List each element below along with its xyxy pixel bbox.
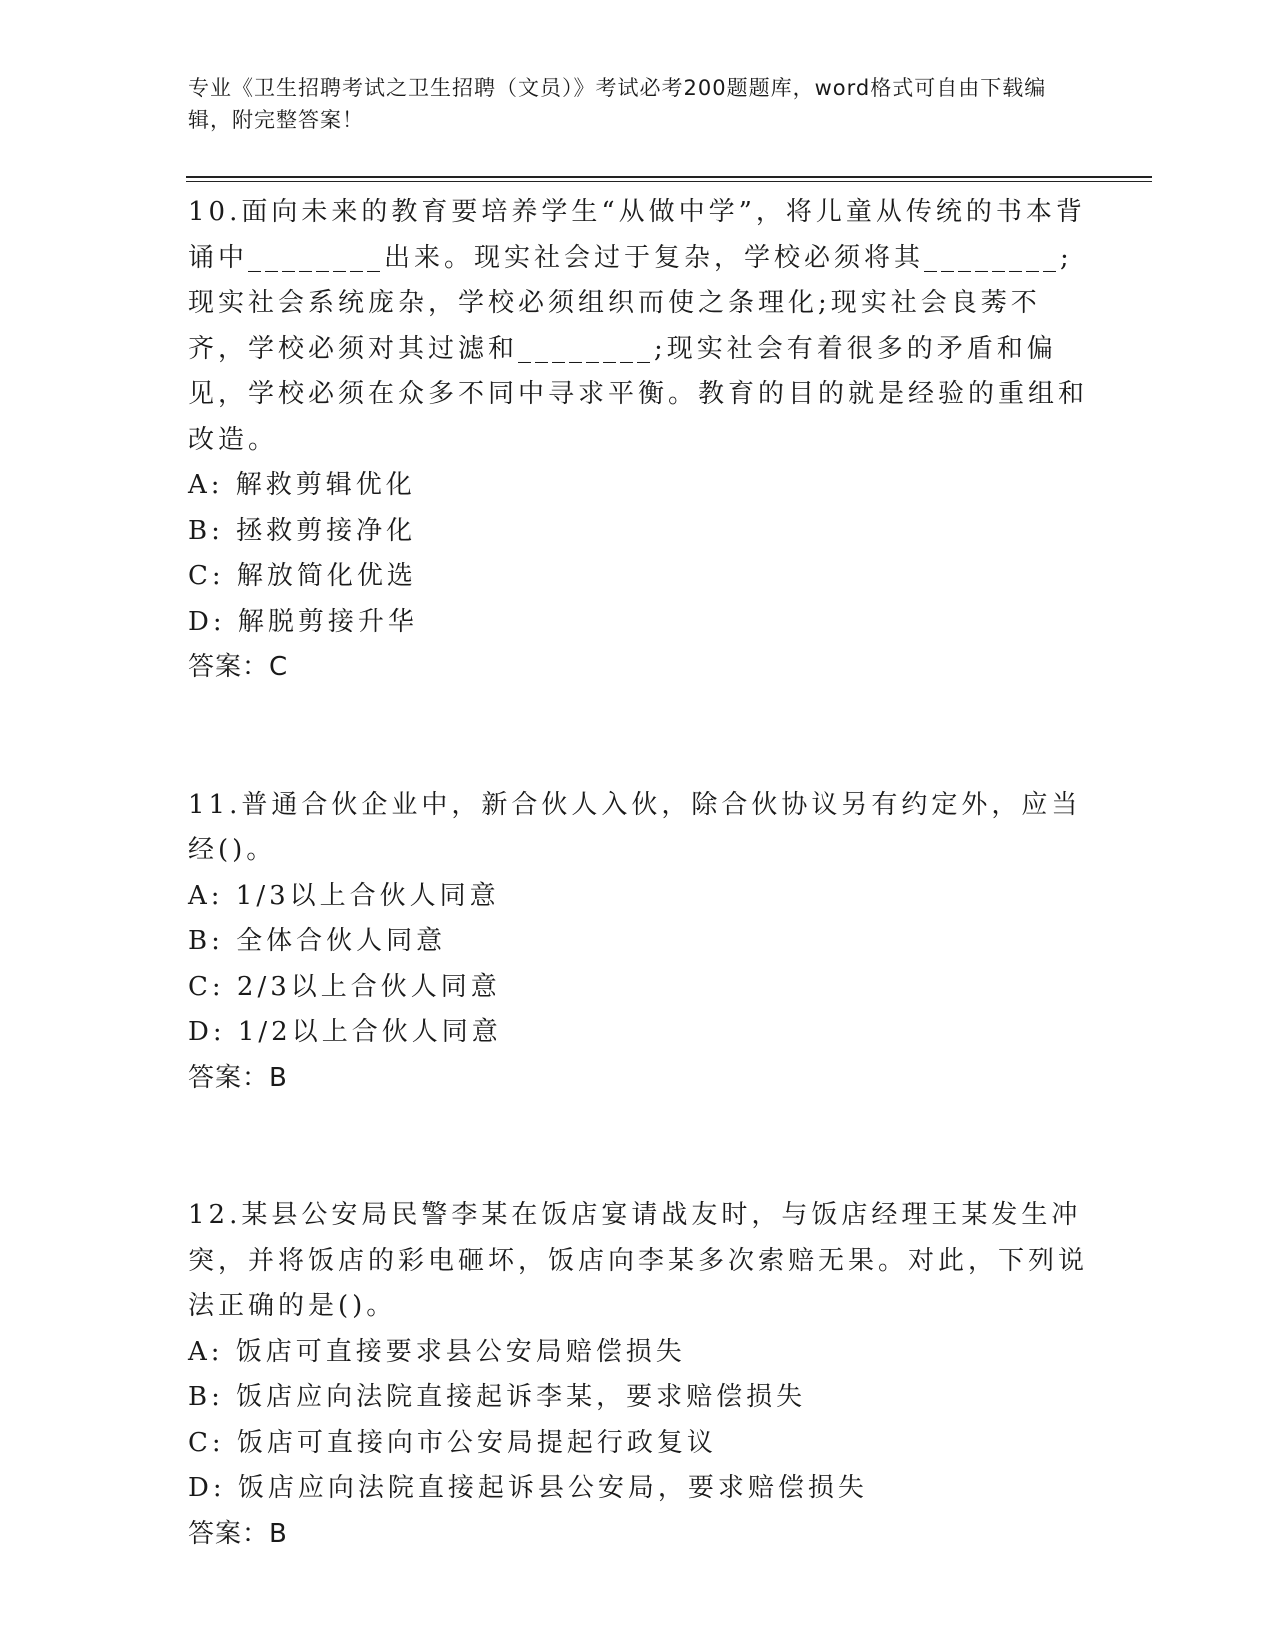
option-c: C: 2/3以上合伙人同意 — [188, 971, 501, 1002]
question-stem: 11.普通合伙企业中，新合伙人入伙，除合伙协议另有约定外，应当经()。 — [188, 789, 1082, 865]
option-d: D: 1/2以上合伙人同意 — [188, 1017, 502, 1047]
question-spacer — [188, 691, 1088, 783]
header-divider-thin — [186, 181, 1152, 182]
question-list — [188, 190, 1088, 1557]
document-header: 专业《卫生招聘考试之卫生招聘（文员）》考试必考200题题库，word格式可自由下载编辑，附完整答案！ — [188, 76, 1047, 132]
header-divider — [186, 176, 1152, 178]
option-a: A: 解救剪辑优化 — [188, 470, 416, 500]
question-spacer — [188, 1101, 1088, 1193]
answer-line: 答案：B — [188, 1062, 288, 1093]
option-b: B: 饭店应向法院直接起诉李某，要求赔偿损失 — [188, 1382, 807, 1412]
answer-line: 答案：B — [188, 1518, 288, 1549]
answer-line: 答案：C — [188, 652, 289, 682]
question-stem: 10.面向未来的教育要培养学生“从做中学”，将儿童从传统的书本背诵中________出来。现实社会过于复杂，学校必须将其________;现实社会系统庞杂，学校必须组织而使之条理化;现实社会良莠不齐，学校必须对其过滤和________;现实社会有着很多的矛盾和偏见，学校必须在众多不同中寻求平衡。教育的目的就是经验的重组和改造。 — [188, 197, 1089, 455]
option-b: B: 全体合伙人同意 — [188, 926, 447, 956]
option-d: D: 饭店应向法院直接起诉县公安局，要求赔偿损失 — [188, 1473, 868, 1503]
option-a: A: 1/3以上合伙人同意 — [188, 880, 500, 911]
question-11 — [188, 783, 1088, 1102]
option-d: D: 解脱剪接升华 — [188, 606, 418, 637]
option-c: C: 解放简化优选 — [188, 561, 417, 591]
question-stem: 12.某县公安局民警李某在饭店宴请战友时，与饭店经理王某发生冲突，并将饭店的彩电砸坏，饭店向李某多次索赔无果。对此，下列说法正确的是()。 — [188, 1200, 1089, 1321]
question-10 — [188, 190, 1088, 691]
option-a: A: 饭店可直接要求县公安局赔偿损失 — [188, 1336, 686, 1367]
option-b: B: 拯救剪接净化 — [188, 515, 417, 546]
question-12 — [188, 1193, 1088, 1557]
option-c: C: 饭店可直接向市公安局提起行政复议 — [188, 1427, 717, 1458]
